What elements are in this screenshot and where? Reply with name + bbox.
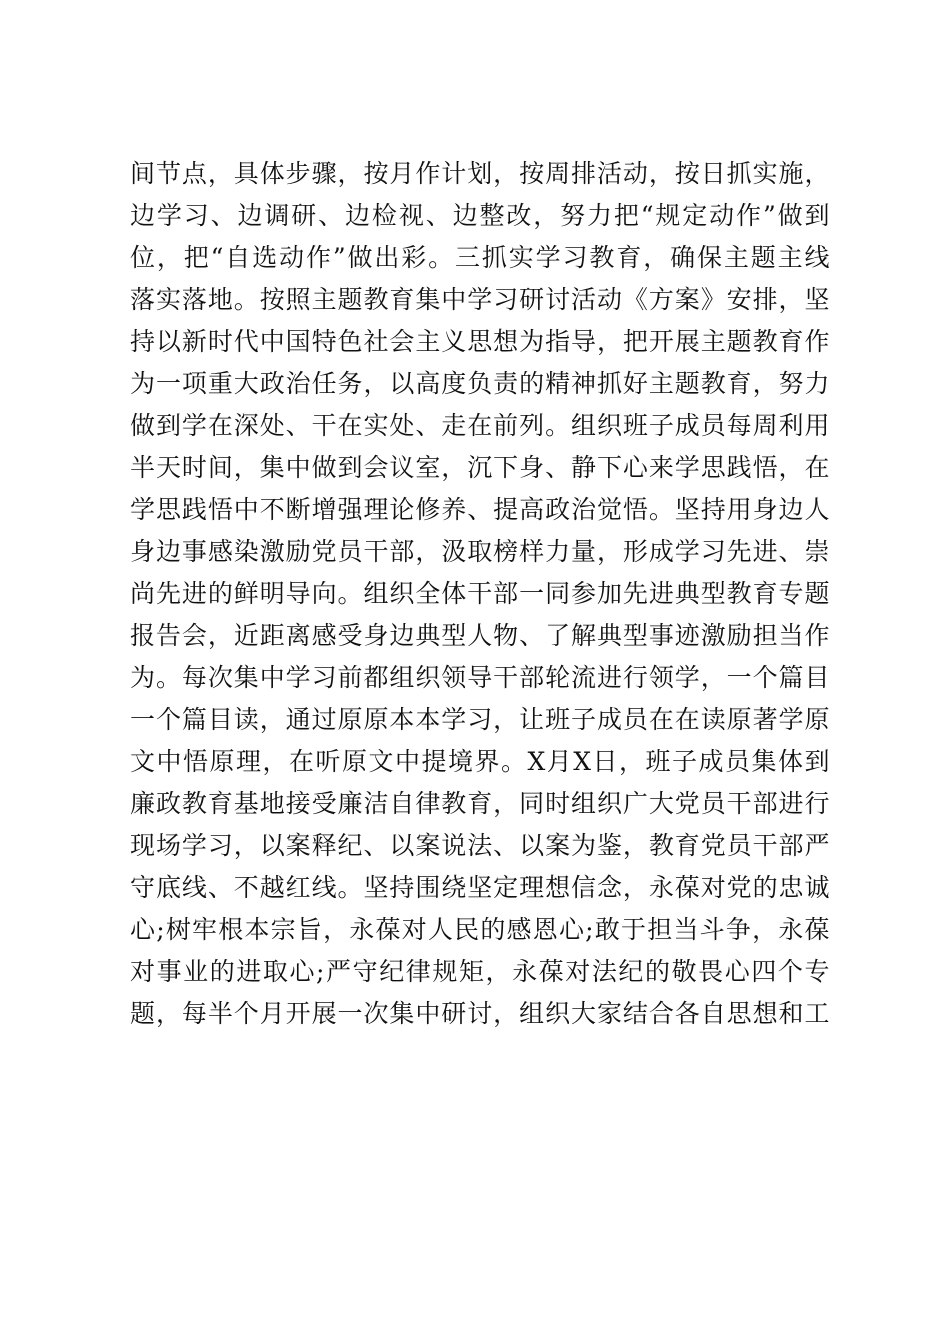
text-line: 做到学在深处、干在实处、走在前列。组织班子成员每周利用 (130, 411, 830, 440)
text-line: 位，把“自选动作”做出彩。三抓实学习教育，确保主题主线 (130, 243, 830, 272)
text-line: 落实落地。按照主题教育集中学习研讨活动《方案》安排，坚 (130, 285, 830, 314)
text-line: 题，每半个月开展一次集中研讨，组织大家结合各自思想和工 (130, 999, 830, 1028)
text-line: 尚先进的鲜明导向。组织全体干部一同参加先进典型教育专题 (130, 579, 830, 608)
text-line: 现场学习，以案释纪、以案说法、以案为鉴，教育党员干部严 (130, 831, 830, 860)
body-text (130, 153, 830, 1035)
text-line: 报告会，近距离感受身边典型人物、了解典型事迹激励担当作 (130, 621, 830, 650)
text-line: 为。每次集中学习前都组织领导干部轮流进行领学，一个篇目 (130, 663, 830, 692)
text-line: 心;树牢根本宗旨，永葆对人民的感恩心;敢于担当斗争，永葆 (130, 915, 830, 944)
text-line: 边学习、边调研、边检视、边整改，努力把“规定动作”做到 (130, 201, 830, 230)
text-line: 半天时间，集中做到会议室，沉下身、静下心来学思践悟，在 (130, 453, 830, 482)
text-line: 守底线、不越红线。坚持围绕坚定理想信念，永葆对党的忠诚 (130, 873, 830, 902)
text-line: 为一项重大政治任务，以高度负责的精神抓好主题教育，努力 (130, 369, 830, 398)
text-line: 一个篇目读，通过原原本本学习，让班子成员在在读原著学原 (130, 705, 830, 734)
text-line: 身边事感染激励党员干部，汲取榜样力量，形成学习先进、崇 (130, 537, 830, 566)
text-line: 对事业的进取心;严守纪律规矩，永葆对法纪的敬畏心四个专 (130, 957, 830, 986)
text-line: 文中悟原理，在听原文中提境界。X月X日，班子成员集体到 (130, 747, 830, 776)
text-line: 学思践悟中不断增强理论修养、提高政治觉悟。坚持用身边人 (130, 495, 830, 524)
text-line: 持以新时代中国特色社会主义思想为指导，把开展主题教育作 (130, 327, 830, 356)
text-line: 廉政教育基地接受廉洁自律教育，同时组织广大党员干部进行 (130, 789, 830, 818)
text-line: 间节点，具体步骤，按月作计划，按周排活动，按日抓实施， (130, 159, 830, 188)
